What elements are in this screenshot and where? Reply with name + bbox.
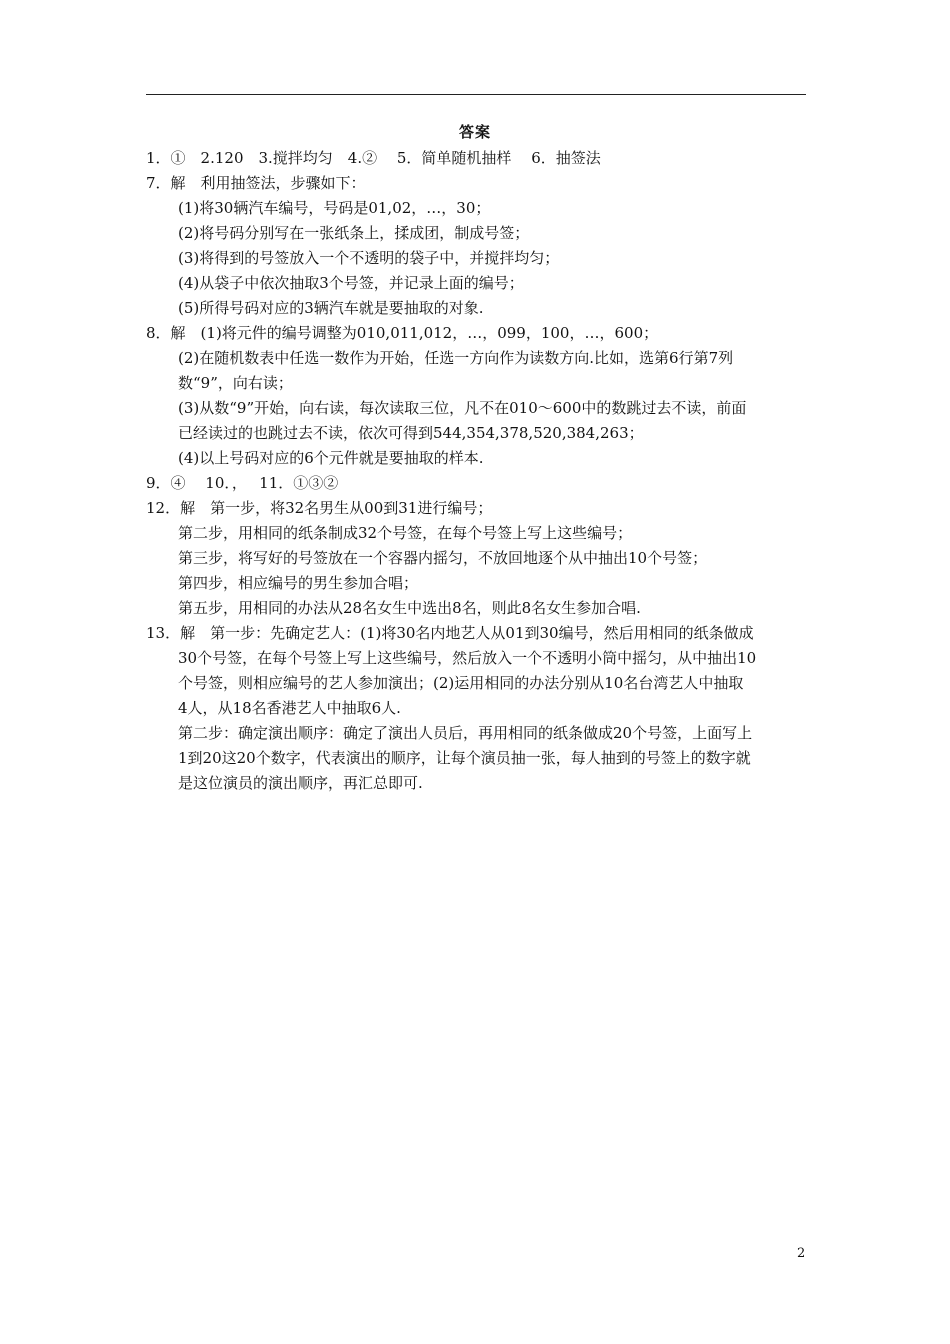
answer-line: 12．解 第一步，将32名男生从00到31进行编号； <box>146 499 493 517</box>
answer-line: (3)将得到的号签放入一个不透明的袋子中，并搅拌均匀； <box>178 249 560 267</box>
answer-line: 13．解 第一步：先确定艺人：(1)将30名内地艺人从01到30编号，然后用相同的纸条做成 <box>146 624 754 642</box>
answer-line: 9．④ 10．， 11．①③② <box>146 474 339 492</box>
answer-line: (1)将30辆汽车编号，号码是01,02，…，30； <box>178 199 491 217</box>
answer-line: 1到20这20个数字，代表演出的顺序，让每个演员抽一张，每人抽到的号签上的数字就 <box>178 749 751 767</box>
answer-line: 第三步，将写好的号签放在一个容器内摇匀，不放回地逐个从中抽出10个号签； <box>178 549 708 567</box>
answer-line: (4)以上号码对应的6个元件就是要抽取的样本. <box>178 449 484 467</box>
answer-line: 8．解 (1)将元件的编号调整为010,011,012，…，099，100，…，600； <box>146 324 659 342</box>
answer-line: (3)从数“9”开始，向右读，每次读取三位，凡不在010～600中的数跳过去不读，前面 <box>178 399 747 417</box>
page-title: 答案 <box>458 123 491 141</box>
answer-line: 4人，从18名香港艺人中抽取6人. <box>178 699 401 717</box>
answer-line: 是这位演员的演出顺序，再汇总即可. <box>178 774 423 792</box>
answer-line: 个号签，则相应编号的艺人参加演出；(2)运用相同的办法分别从10名台湾艺人中抽取 <box>178 674 744 692</box>
answer-line: 第五步，用相同的办法从28名女生中选出8名，则此8名女生参加合唱. <box>178 599 641 617</box>
answer-line: 7．解 利用抽签法，步骤如下： <box>146 174 366 192</box>
answer-line: 30个号签，在每个号签上写上这些编号，然后放入一个不透明小筒中摇匀，从中抽出10 <box>178 649 757 667</box>
header-rule <box>146 94 806 95</box>
page-number: 2 <box>797 1246 806 1261</box>
answer-line: (2)将号码分别写在一张纸条上，揉成团，制成号签； <box>178 224 530 242</box>
answer-line: 已经读过的也跳过去不读，依次可得到544,354,378,520,384,263； <box>178 424 644 442</box>
answer-line: (4)从袋子中依次抽取3个号签，并记录上面的编号； <box>178 274 524 292</box>
answer-line: 1．① 2.120 3.搅拌均匀 4.② 5．简单随机抽样 6．抽签法 <box>146 149 601 167</box>
answer-line: (5)所得号码对应的3辆汽车就是要抽取的对象. <box>178 299 484 317</box>
answer-line: 第四步，相应编号的男生参加合唱； <box>178 574 419 592</box>
answer-line: 数“9”，向右读； <box>178 374 293 392</box>
answer-line: (2)在随机数表中任选一数作为开始，任选一方向作为读数方向.比如，选第6行第7列 <box>178 349 734 367</box>
answer-line: 第二步：确定演出顺序：确定了演出人员后，再用相同的纸条做成20个号签，上面写上 <box>178 724 753 742</box>
answer-line: 第二步，用相同的纸条制成32个号签，在每个号签上写上这些编号； <box>178 524 633 542</box>
